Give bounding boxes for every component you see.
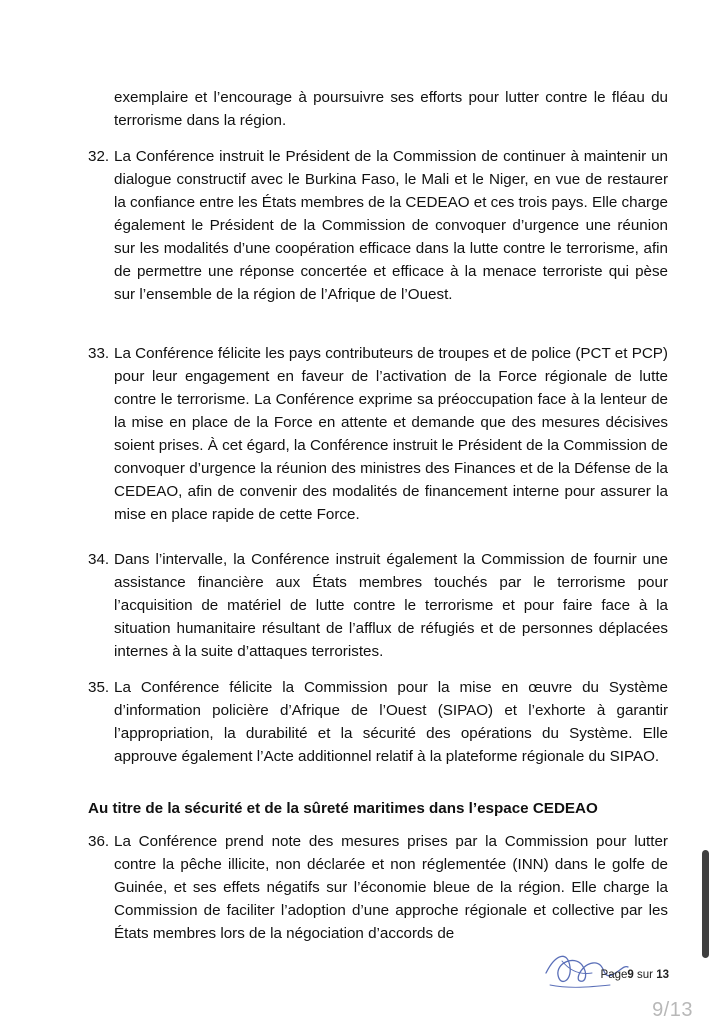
paragraph-text: Dans l’intervalle, la Conférence instruit également la Commission de fournir une assistance financière aux États membres touchés par le terrorisme pour l’acquisition de matériel de lutte contre le terrorisme et pour faire face à la situation humanitaire résultant de l’afflux de réfugiés et de personnes déplacées internes à la suite d’attaques terroristes. [114, 551, 668, 660]
paragraph-36 [88, 830, 668, 945]
page-footer [601, 969, 669, 981]
paragraph-continuation: exemplaire et l’encourage à poursuivre ses efforts pour lutter contre le fléau du terrorisme dans la région. [114, 89, 668, 129]
section-heading: Au titre de la sécurité et de la sûreté maritimes dans l’espace CEDEAO [88, 800, 598, 817]
scrollbar-thumb[interactable] [702, 850, 709, 958]
paragraph-34 [88, 548, 668, 663]
paragraph-33 [88, 342, 668, 526]
viewer-page-indicator: 9/13 [652, 999, 693, 1021]
paragraph-number: 36. [88, 833, 110, 850]
paragraph-number: 33. [88, 345, 110, 362]
page-current: 9 [627, 969, 634, 981]
paragraph-number: 35. [88, 679, 110, 696]
page-total: 13 [656, 969, 669, 981]
sur-word: sur [637, 969, 653, 981]
paragraph-text: La Conférence félicite la Commission pour la mise en œuvre du Système d’information policière d’Afrique de l’Ouest (SIPAO) et l’exhorte à garantir l’appropriation, la durabilité et la sécurité des opérations du Système. Elle approuve également l’Acte additionnel relatif à la plateforme régionale du SIPAO. [114, 679, 668, 765]
paragraph-35 [88, 676, 668, 768]
paragraph-number: 32. [88, 148, 110, 165]
paragraph-number: 34. [88, 551, 110, 568]
paragraph-text: La Conférence instruit le Président de la Commission de continuer à maintenir un dialogue constructif avec le Burkina Faso, le Mali et le Niger, en vue de restaurer la confiance entre les États membres de la CEDEAO et ces trois pays. Elle charge également le Président de la Commission de convoquer d’urgence une réunion sur les modalités d’une coopération efficace dans la lutte contre le terrorisme, afin de permettre une réponse concertée et efficace à la menace terroriste qui pèse sur l’ensemble de la région de l’Afrique de l’Ouest. [114, 148, 668, 303]
page-word: Page [600, 969, 628, 981]
paragraph-32 [88, 145, 668, 306]
paragraph-text: La Conférence félicite les pays contributeurs de troupes et de police (PCT et PCP) pour leur engagement en faveur de l’activation de la Force régionale de lutte contre le terrorisme. La Conférence exprime sa préoccupation face à la lenteur de la mise en place de la Force en attente et demande que des mesures décisives soient prises. À cet égard, la Conférence instruit le Président de la Commission de convoquer d’urgence la réunion des ministres des Finances et de la Défense de la CEDEAO, afin de convenir des modalités de financement interne pour assurer la mise en place rapide de cette Force. [114, 345, 668, 523]
paragraph-text: La Conférence prend note des mesures prises par la Commission pour lutter contre la pêche illicite, non déclarée et non réglementée (INN) dans le golfe de Guinée, et ses effets négatifs sur l’économie bleue de la région. Elle charge la Commission de faciliter l’adoption d’une approche régionale et collective par les États membres lors de la négociation d’accords de [114, 833, 668, 942]
